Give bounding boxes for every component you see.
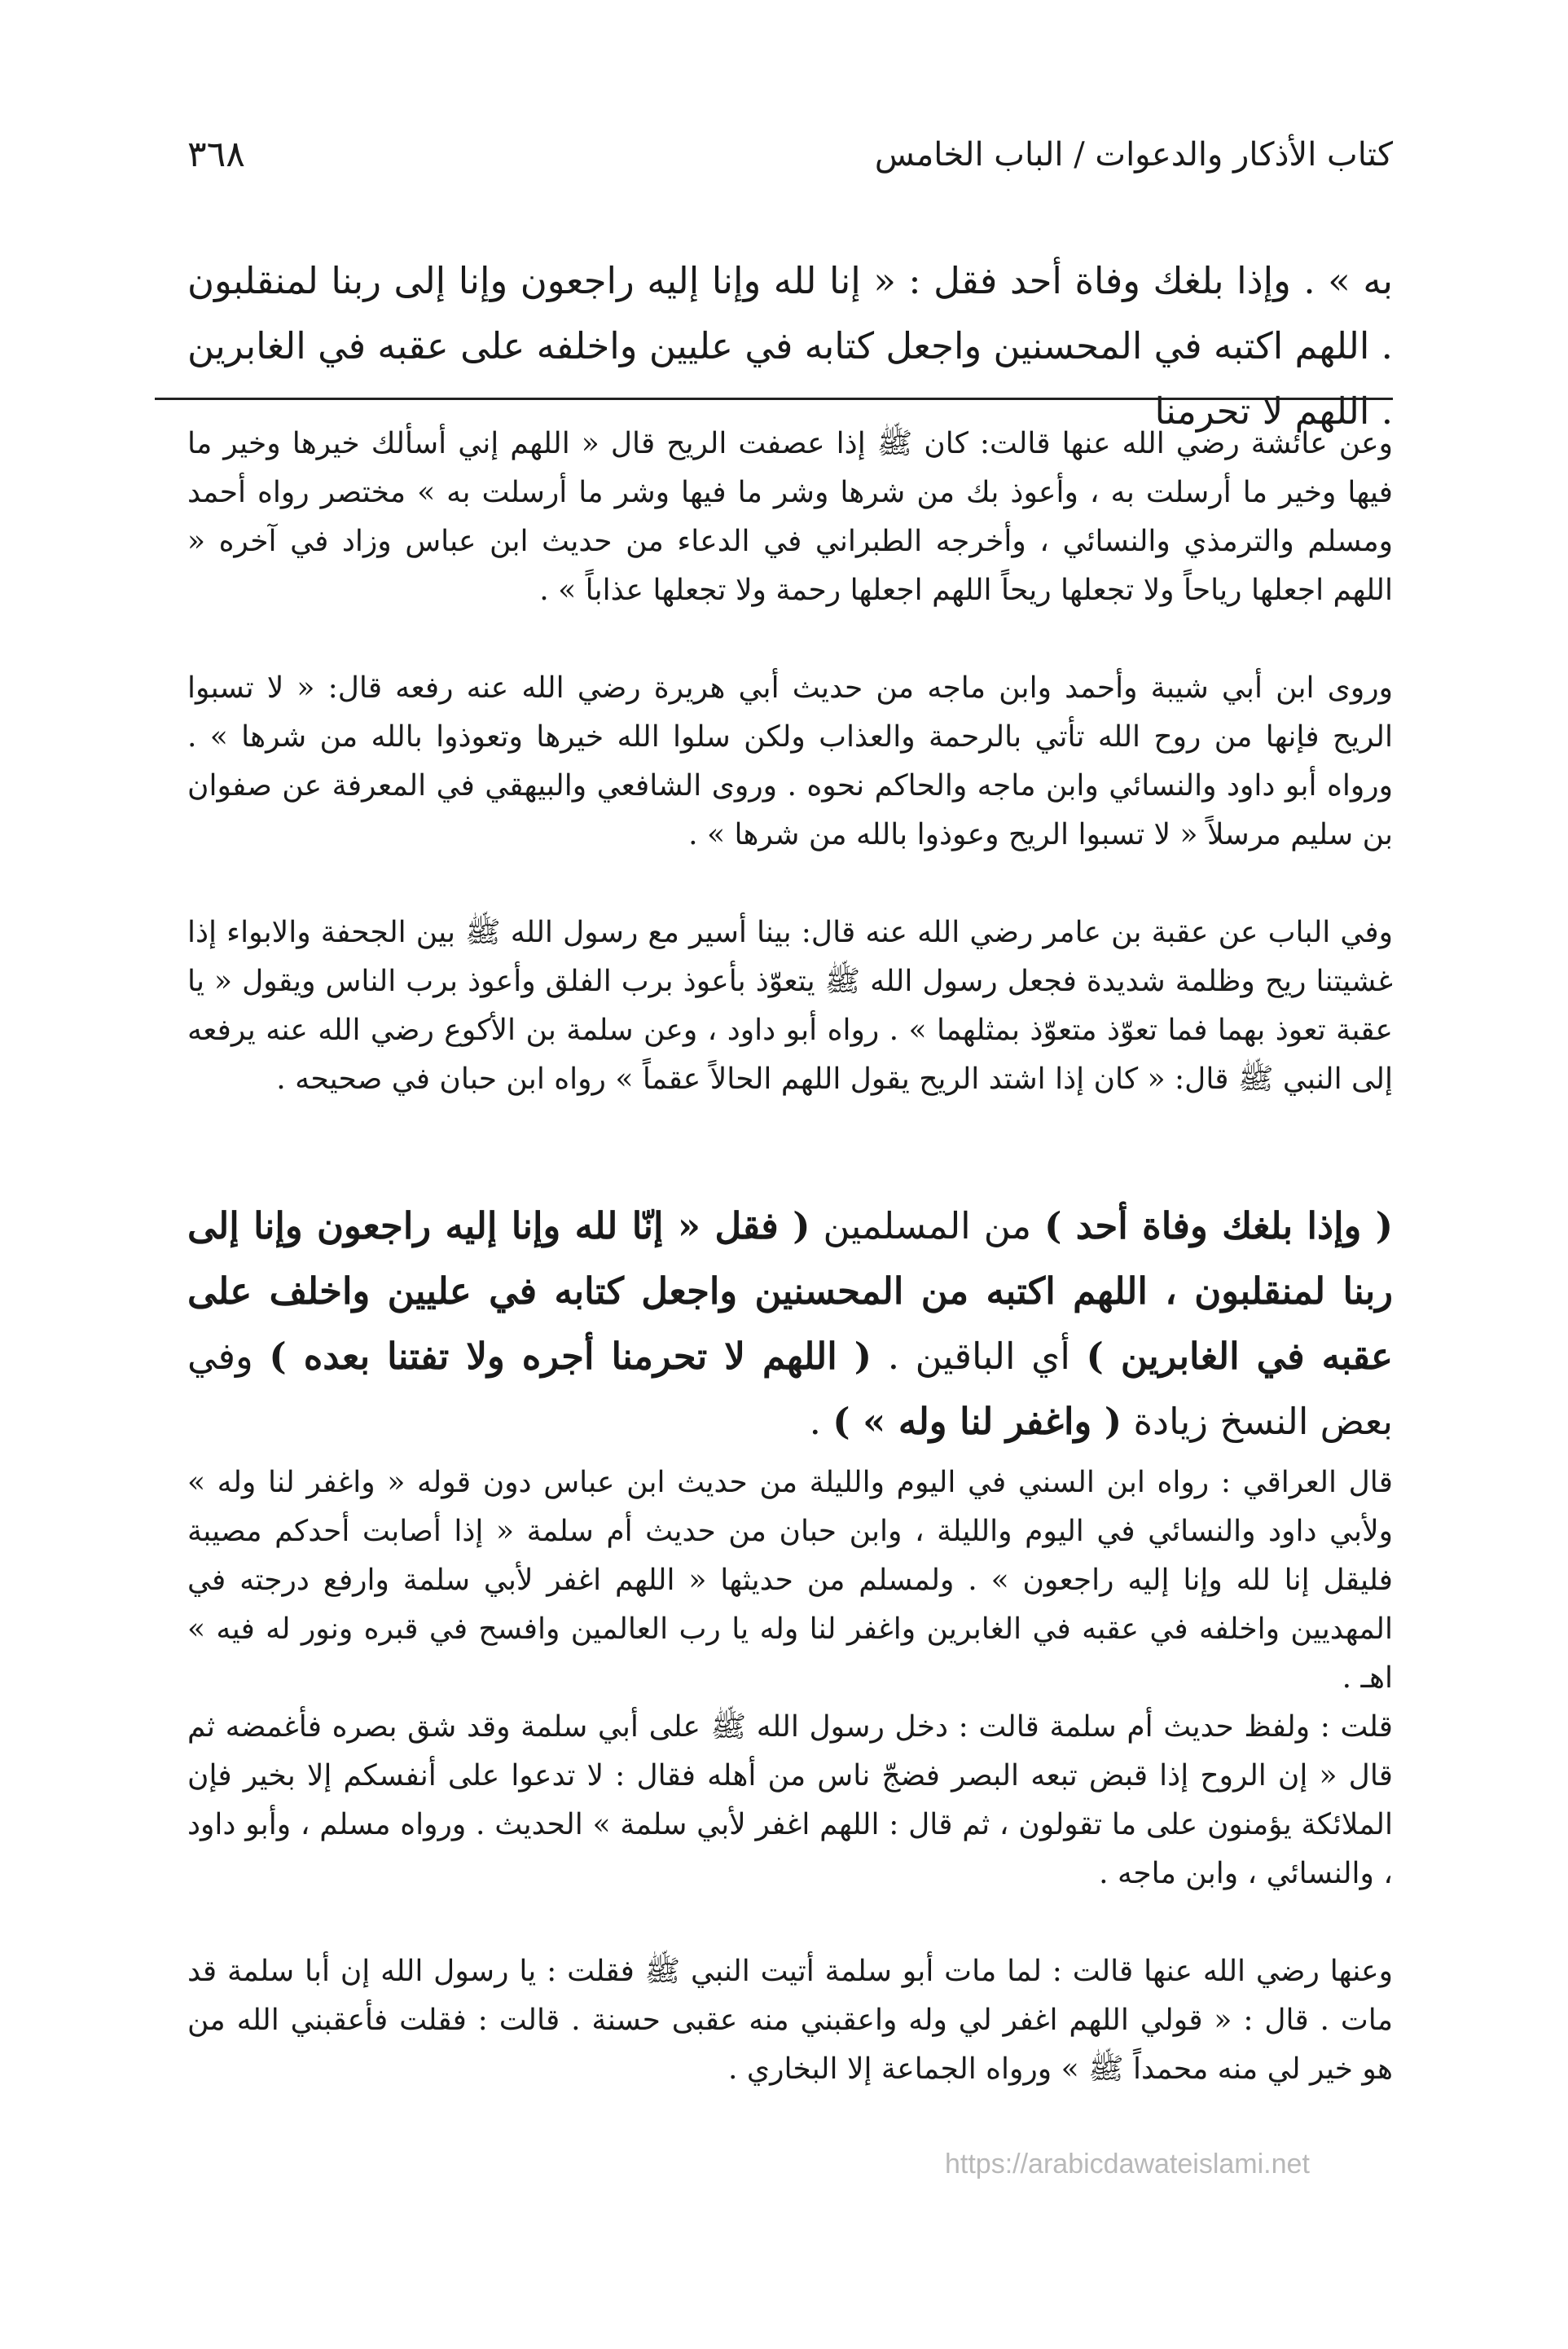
commentary-paragraph (187, 1194, 1393, 1454)
commentary-text: . (809, 1400, 833, 1443)
quoted-text: ( فقل « إنّا لله وإنا إليه راجعون وإنا إلى ربنا لمنقلبون ، اللهم اكتبه من المحسنين واجعل كتابه في عليين واخلف على عقبه في الغابرين ) (187, 1204, 1393, 1378)
footnote-uqba: وفي الباب عن عقبة بن عامر رضي الله عنه قال: بينا أسير مع رسول الله ﷺ بين الجحفة والابواء إذا غشيتنا ريح وظلمة شديدة فجعل رسول الله ﷺ يتعوّذ بأعوذ برب الفلق وأعوذ برب الناس ويقول « يا عقبة تعوذ بهما فما تعوّذ متعوّذ بمثلهما » . رواه أبو داود ، وعن سلمة بن الأكوع رضي الله عنه يرفعه إلى النبي ﷺ قال: « كان إذا اشتد الريح يقول اللهم الحالاً عقماً » رواه ابن حبان في صحيحه . (187, 916, 1394, 1096)
quoted-text: ( وإذا بلغك وفاة أحد ) (1044, 1204, 1394, 1247)
quoted-text: ( اللهم لا تحرمنا أجره ولا تفتنا بعده ) (269, 1335, 872, 1378)
chapter-title: كتاب الأذكار والدعوات / الباب الخامس (874, 136, 1393, 174)
commentary-text: وفي بعض النسخ زيادة (187, 1335, 1393, 1443)
page-number: ٣٦٨ (187, 134, 245, 175)
quoted-text: ( واغفر لنا وله » ) (832, 1400, 1122, 1443)
note-umm-salama: قلت : ولفظ حديث أم سلمة قالت : دخل رسول الله ﷺ على أبي سلمة وقد شق بصره فأغمضه ثم قال « إن الروح إذا قبض تبعه البصر فضجّ ناس من أهله فقال : لا تدعوا على أنفسكم إلا بخير فإن الملائكة يؤمنون على ما تقولون ، ثم قال : اللهم اغفر لأبي سلمة » الحديث . ورواه مسلم ، وأبو داود ، والنسائي ، وابن ماجه . (187, 1710, 1394, 1890)
footnote-abu-hurayra: وروى ابن أبي شيبة وأحمد وابن ماجه من حديث أبي هريرة رضي الله عنه رفعه قال: « لا تسبوا الريح فإنها من روح الله تأتي بالرحمة والعذاب ولكن سلوا الله خيرها وتعوذوا بالله من شرها » . ورواه أبو داود والنسائي وابن ماجه والحاكم نحوه . وروى الشافعي والبيهقي في المعرفة عن صفوان بن سليم مرسلاً « لا تسبوا الريح وعوذوا بالله من شرها » . (187, 671, 1393, 851)
main-text-continuation: به » . وإذا بلغك وفاة أحد فقل : « إنا لله وإنا إليه راجعون وإنا إلى ربنا لمنقلبون . اللهم اكتبه في المحسنين واجعل كتابه في عليين واخلفه على عقبه في الغابرين . اللهم لا تحرمنا (187, 259, 1393, 433)
note-abu-salama: وعنها رضي الله عنها قالت : لما مات أبو سلمة أتيت النبي ﷺ فقلت : يا رسول الله إن أبا سلمة قد مات . قال : « قولي اللهم اغفر لي وله واعقبني منه عقبى حسنة . قالت : فقلت فأعقبني الله من هو خير لي منه محمداً ﷺ » ورواه الجماعة إلا البخاري . (187, 1955, 1393, 2086)
footnote-aisha: وعن عائشة رضي الله عنها قالت: كان ﷺ إذا عصفت الريح قال « اللهم إني أسألك خيرها وخير ما فيها وخير ما أرسلت به ، وأعوذ بك من شرها وشر ما فيها وشر ما أرسلت به » مختصر رواه أحمد ومسلم والترمذي والنسائي ، وأخرجه الطبراني في الدعاء من حديث ابن عباس وزاد في آخره « اللهم اجعلها رياحاً ولا تجعلها ريحاً اللهم اجعلها رحمة ولا تجعلها عذاباً » . (187, 427, 1393, 607)
commentary-text: أي الباقين . (872, 1335, 1087, 1378)
note-iraqi: قال العراقي : رواه ابن السني في اليوم والليلة من حديث ابن عباس دون قوله « واغفر لنا وله » ولأبي داود والنسائي في اليوم والليلة ، وابن حبان من حديث أم سلمة « إذا أصابت أحدكم مصيبة فليقل إنا لله وإنا إليه راجعون » . ولمسلم من حديثها « اللهم اغفر لأبي سلمة وارفع درجته في المهديين واخلفه في عقبه في الغابرين واغفر لنا وله يا رب العالمين وافسح في قبره ونور له فيه » اهـ . (187, 1466, 1393, 1695)
commentary-text: من المسلمين (810, 1204, 1045, 1247)
footnote-divider (155, 398, 1393, 400)
watermark: https://arabicdawateislami.net (945, 2149, 1310, 2180)
running-header (187, 130, 1393, 187)
